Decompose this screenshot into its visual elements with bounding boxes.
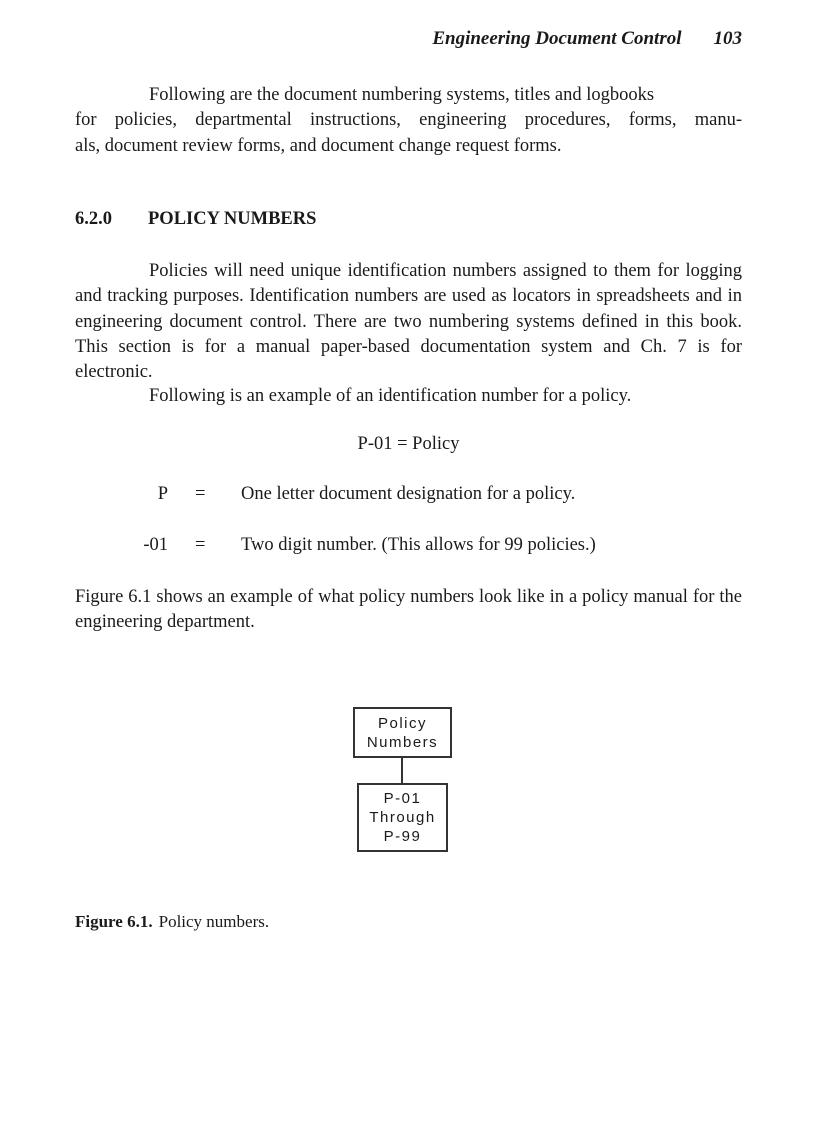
definition-description: One letter document designation for a policy.	[241, 484, 576, 504]
body-paragraph-1: Policies will need unique identification numbers assigned to them for logging and tracking purposes. Identification numbers are used as locators in spreadsheets and in engineering document control. There are two numbering systems defined in this book. This section is for a manual paper-based documentation system and Ch. 7 is for electronic.	[75, 261, 742, 383]
definition-equals: =	[195, 535, 206, 555]
intro-line-2: for policies, departmental instructions, engineering procedures, forms, manu-	[75, 110, 742, 130]
box-line: Numbers	[366, 733, 439, 751]
policy-numbers-box	[353, 707, 452, 758]
section-heading	[75, 209, 316, 230]
intro-line-3: als, document review forms, and document change request forms.	[75, 136, 562, 156]
box-line: P-99	[383, 828, 422, 845]
section-number: 6.2.0	[75, 209, 112, 229]
policy-range-box	[357, 783, 448, 852]
caption-label: Figure 6.1.	[75, 912, 153, 931]
id-equation: P-01 = Policy	[357, 434, 460, 454]
running-header	[432, 28, 742, 50]
box-line: P-01	[383, 790, 422, 807]
figure-caption	[75, 912, 269, 932]
running-title: Engineering Document Control	[432, 28, 682, 49]
section-title: POLICY NUMBERS	[148, 209, 317, 229]
intro-line-1: Following are the document numbering systems, titles and logbooks	[149, 85, 655, 105]
box-line: Through	[369, 809, 436, 826]
page-number: 103	[713, 28, 742, 49]
box-line: Policy	[377, 714, 427, 732]
caption-text: Policy numbers.	[158, 912, 270, 931]
body-paragraph-3: Figure 6.1 shows an example of what policy numbers look like in a policy manual for the engineering department.	[75, 587, 742, 633]
body-paragraph-2: Following is an example of an identification number for a policy.	[149, 386, 632, 406]
definition-description: Two digit number. (This allows for 99 policies.)	[241, 535, 596, 555]
definition-term: P	[157, 484, 168, 504]
definition-term: -01	[143, 535, 168, 555]
diagram-connector	[401, 757, 403, 783]
definition-equals: =	[195, 484, 206, 504]
